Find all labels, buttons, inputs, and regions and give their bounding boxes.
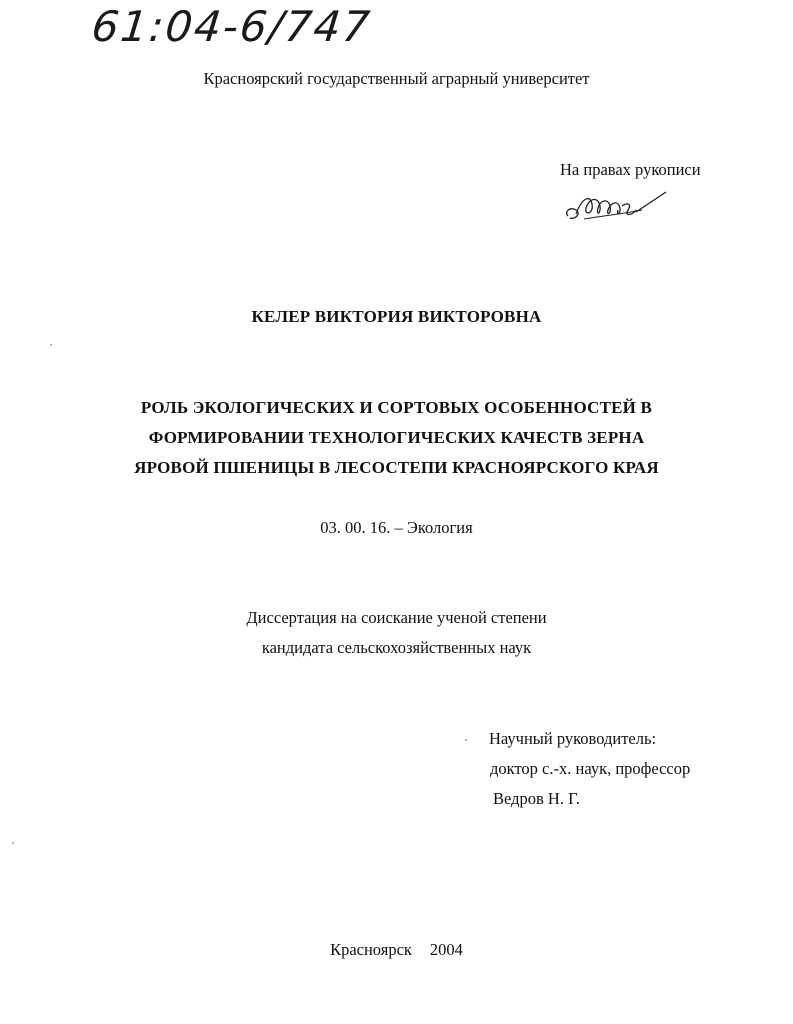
author-name: КЕЛЕР ВИКТОРИЯ ВИКТОРОВНА [251,307,542,326]
title-line-1: РОЛЬ ЭКОЛОГИЧЕСКИХ И СОРТОВЫХ ОСОБЕННОСТЕЙ В [140,398,653,417]
catalog-number: 61:04-6/747 [89,2,374,51]
title-line-3: ЯРОВОЙ ПШЕНИЦЫ В ЛЕСОСТЕПИ КРАСНОЯРСКОГО КРАЯ [134,458,659,477]
degree-line-2: кандидата сельскохозяйственных наук [261,638,532,657]
university-name: Красноярский государственный аграрный университет [203,69,590,88]
manuscript-note: На правах рукописи [560,160,701,179]
specialty-code: 03. 00. 16. – Экология [320,518,473,537]
scan-speck [12,842,14,844]
advisor-name: Ведров Н. Г. [493,789,580,808]
scan-speck [50,344,52,346]
signature [562,186,672,228]
city: Красноярск [330,940,412,959]
advisor-title: доктор с.-х. наук, профессор [490,759,691,778]
advisor-label: Научный руководитель: [489,729,657,748]
title-line-2: ФОРМИРОВАНИИ ТЕХНОЛОГИЧЕСКИХ КАЧЕСТВ ЗЕРНА [148,428,645,447]
city-year [0,940,793,960]
degree-line-1: Диссертация на соискание ученой степени [246,608,547,627]
scan-speck [465,739,467,741]
year: 2004 [429,940,463,959]
